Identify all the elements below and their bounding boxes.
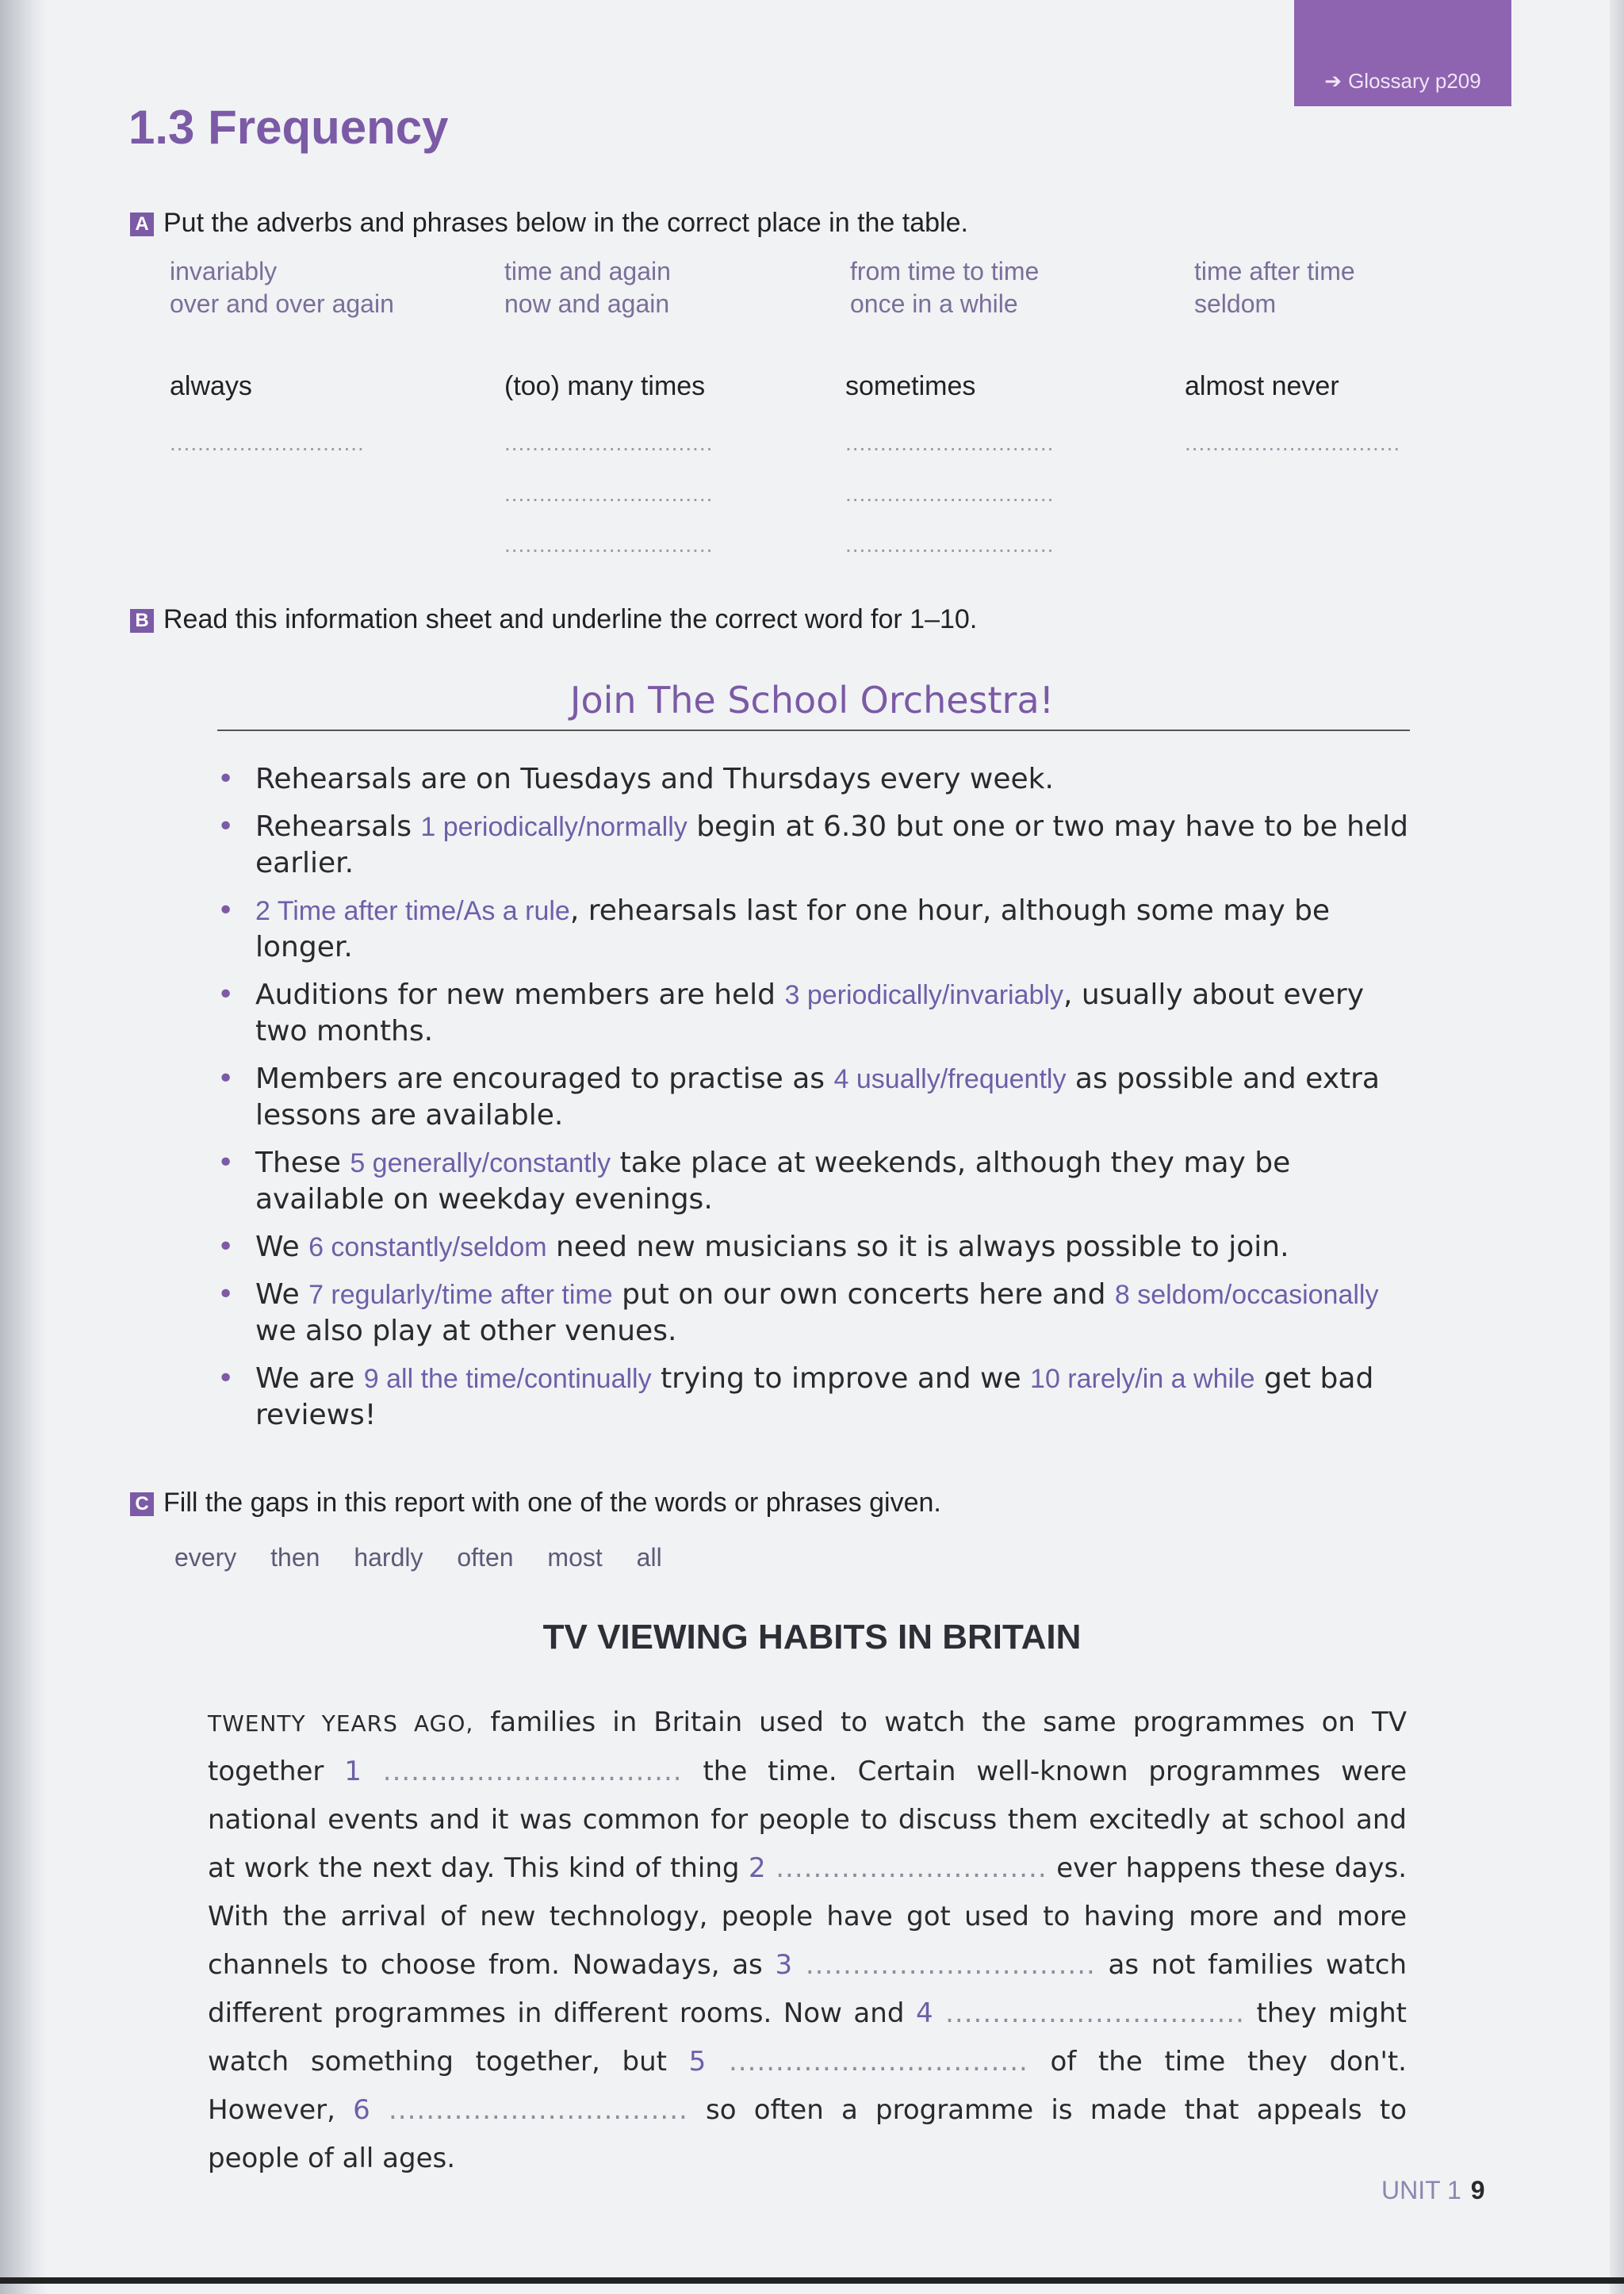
word-item: over and over again: [170, 289, 394, 318]
word-bank-item: often: [457, 1543, 514, 1572]
section-b-instruction: [130, 604, 977, 635]
word-list: [170, 255, 1454, 320]
gap-blank[interactable]: ...............................: [792, 1949, 1096, 1981]
bullet-text: take place at weekends, although they may be available on weekday evenings.: [255, 1147, 1291, 1216]
word-item: time after time: [1194, 257, 1355, 285]
section-b-badge: B: [130, 609, 154, 633]
answer-blank[interactable]: ..............................: [845, 481, 1055, 506]
bullet-text: get bad reviews!: [255, 1362, 1374, 1431]
answer-blank[interactable]: ..............................: [504, 532, 714, 557]
info-bullet: [214, 1277, 1419, 1350]
bullet-icon: •: [217, 1362, 235, 1395]
bullet-text: trying to improve and we: [651, 1362, 1031, 1395]
info-bullet: [214, 1229, 1419, 1266]
section-a-instruction-text: Put the adverbs and phrases below in the correct place in the table.: [163, 208, 968, 238]
bullet-text: We: [255, 1278, 309, 1311]
page-footer: [1381, 2176, 1485, 2205]
bullet-icon: •: [217, 894, 235, 927]
bullet-icon: •: [217, 1147, 235, 1179]
bullet-text: as possible and extra lessons are available.: [255, 1063, 1380, 1132]
report-text: as not families watch different programmes in different rooms. Now and: [208, 1949, 1407, 2029]
bullet-text: We: [255, 1231, 309, 1263]
word-item: from time to time: [850, 257, 1040, 285]
info-bullet: [214, 977, 1419, 1050]
report-text: families in Britain used to watch the same programmes on TV together: [208, 1706, 1407, 1787]
answer-option[interactable]: 9 all the time/continually: [363, 1364, 652, 1394]
bullet-text: Auditions for new members are held: [255, 978, 785, 1011]
answer-option[interactable]: 10 rarely/in a while: [1030, 1364, 1255, 1394]
info-bullet: [214, 1361, 1419, 1434]
glossary-label: Glossary p209: [1348, 69, 1481, 93]
page-edge: [1610, 0, 1624, 2294]
gap-blank[interactable]: ................................: [361, 1756, 683, 1787]
section-a-badge: A: [130, 213, 154, 236]
heading-divider: [217, 730, 1410, 731]
answer-option[interactable]: 6 constantly/seldom: [308, 1232, 547, 1262]
answer-option[interactable]: 5 generally/constantly: [350, 1148, 611, 1178]
bullet-text: need new musicians so it is always possible to join.: [546, 1231, 1289, 1263]
page-number: 9: [1470, 2176, 1485, 2204]
gap-blank[interactable]: ................................: [933, 1997, 1245, 2029]
bullet-icon: •: [217, 1231, 235, 1263]
gap-blank[interactable]: ................................: [370, 2094, 688, 2126]
word-bank-item: all: [636, 1543, 662, 1572]
word-bank: [174, 1543, 689, 1572]
word-column: [1194, 255, 1448, 320]
category-heading: sometimes: [845, 371, 976, 401]
arrow-right-icon: ➔: [1324, 69, 1342, 93]
word-bank-item: most: [547, 1543, 603, 1572]
gap-blank[interactable]: .............................: [765, 1852, 1048, 1884]
info-bullet: [214, 893, 1419, 966]
answer-option[interactable]: 2 Time after time/As a rule: [255, 896, 570, 926]
word-column: [170, 255, 504, 320]
report-paragraph: [208, 1698, 1407, 2183]
report-text: of the time they don't. However,: [208, 2046, 1407, 2126]
report-lead-in: TWENTY YEARS AGO,: [208, 1710, 474, 1737]
bullet-text: , rehearsals last for one hour, although some may be longer.: [255, 894, 1331, 963]
orchestra-info-list: [214, 761, 1419, 1445]
bullet-icon: •: [217, 810, 235, 843]
page-bottom-border: [0, 2277, 1624, 2284]
bullet-icon: •: [217, 763, 235, 795]
page-title: 1.3 Frequency: [128, 101, 449, 154]
answer-blank[interactable]: ..............................: [504, 481, 714, 506]
bullet-text: we also play at other venues.: [255, 1315, 677, 1347]
word-item: now and again: [504, 289, 670, 318]
section-b-instruction-text: Read this information sheet and underline the correct word for 1–10.: [163, 604, 978, 634]
word-bank-item: then: [270, 1543, 320, 1572]
answer-option[interactable]: 4 usually/frequently: [833, 1064, 1067, 1094]
info-bullet: [214, 1145, 1419, 1218]
gap-number: 1: [344, 1756, 362, 1787]
answer-blank[interactable]: ..............................: [845, 532, 1055, 557]
word-item: once in a while: [850, 289, 1018, 318]
gap-number: 2: [749, 1852, 766, 1884]
section-c-instruction: [130, 1488, 941, 1518]
word-column: [504, 255, 850, 320]
bullet-icon: •: [217, 1278, 235, 1311]
answer-blank[interactable]: ............................: [170, 431, 365, 455]
category-heading: (too) many times: [504, 371, 706, 401]
section-c-badge: C: [130, 1492, 154, 1516]
word-item: invariably: [170, 257, 278, 285]
word-item: time and again: [504, 257, 671, 285]
category-sometimes: [845, 371, 1185, 570]
bullet-text: , usually about every two months.: [255, 978, 1365, 1047]
orchestra-heading: Join The School Orchestra!: [569, 679, 1055, 722]
info-bullet: [214, 1061, 1419, 1134]
glossary-tab[interactable]: [1294, 0, 1511, 106]
answer-blank[interactable]: ..............................: [504, 431, 714, 455]
gap-number: 3: [775, 1949, 793, 1981]
category-almost-never: [1185, 371, 1454, 570]
info-bullet: [214, 809, 1419, 882]
answer-option[interactable]: 8 seldom/occasionally: [1114, 1280, 1379, 1310]
report-text: they might watch something together, but: [208, 1997, 1407, 2078]
category-many-times: [504, 371, 845, 570]
bullet-text: These: [255, 1147, 350, 1179]
answer-blank[interactable]: ...............................: [1185, 431, 1401, 455]
answer-option[interactable]: 1 periodically/normally: [420, 812, 688, 842]
word-bank-item: hardly: [354, 1543, 423, 1572]
gap-number: 4: [915, 1997, 933, 2029]
bullet-icon: •: [217, 978, 235, 1011]
report-text: the time. Certain well-known programmes were national events and it was common for people to discuss them excitedly at school and at work the next day. This kind of thing: [208, 1756, 1407, 1884]
answer-option[interactable]: 7 regularly/time after time: [308, 1280, 613, 1310]
word-column: [850, 255, 1194, 320]
bullet-text: Members are encouraged to practise as: [255, 1063, 834, 1095]
category-heading: almost never: [1185, 371, 1339, 401]
bullet-text: put on our own concerts here and: [612, 1278, 1115, 1311]
bullet-icon: •: [217, 1063, 235, 1095]
bullet-text: Rehearsals: [255, 810, 421, 843]
unit-label: UNIT 1: [1381, 2176, 1461, 2204]
category-always: [170, 371, 504, 570]
gap-number: 5: [688, 2046, 707, 2078]
bullet-text: begin at 6.30 but one or two may have to be held earlier.: [255, 810, 1408, 879]
report-text: so often a programme is made that appeals to people of all ages.: [208, 2094, 1407, 2174]
report-heading: TV VIEWING HABITS IN BRITAIN: [542, 1618, 1082, 1656]
report-text: ever happens these days. With the arrival of new technology, people have got used to having more and more channels to choose from. Nowadays, as: [208, 1852, 1408, 1981]
bullet-text: Rehearsals are on Tuesdays and Thursdays every week.: [255, 763, 1054, 795]
word-item: seldom: [1194, 289, 1277, 318]
answer-blank[interactable]: ..............................: [845, 431, 1055, 455]
gap-blank[interactable]: ................................: [706, 2046, 1028, 2078]
bullet-text: We are: [255, 1362, 364, 1395]
answer-option[interactable]: 3 periodically/invariably: [784, 980, 1063, 1010]
section-c-instruction-text: Fill the gaps in this report with one of the words or phrases given.: [163, 1488, 941, 1518]
frequency-table: [170, 371, 1454, 570]
category-heading: always: [170, 371, 252, 401]
info-bullet: [214, 761, 1419, 798]
word-bank-item: every: [174, 1543, 237, 1572]
page-binding-shadow: [0, 0, 48, 2294]
gap-number: 6: [353, 2094, 370, 2126]
section-a-instruction: [130, 208, 968, 239]
